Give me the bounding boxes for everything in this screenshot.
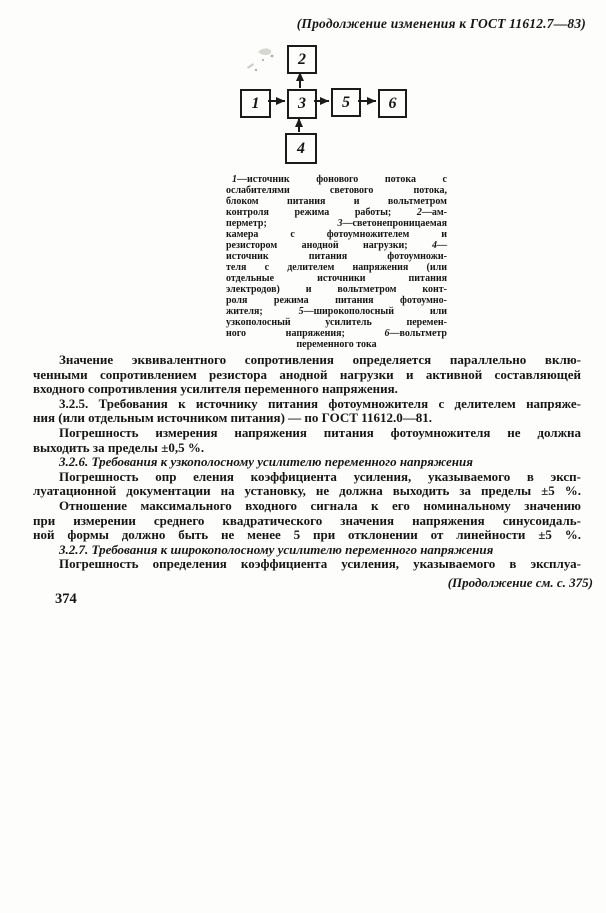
body-line-text: Погрешность измерения напряжения питания фотоумножителя не должна (59, 424, 581, 440)
caption-num: 2 (416, 207, 422, 218)
caption-line (226, 240, 447, 251)
caption-line (226, 218, 447, 229)
body-line (33, 368, 581, 383)
diagram-box-label: 5 (342, 93, 350, 111)
figure-caption (226, 174, 447, 350)
body-heading-3-2-7 (33, 543, 581, 558)
body-line (33, 397, 581, 412)
caption-text: ослабителями светового потока, (226, 185, 447, 196)
caption-line (226, 196, 447, 207)
diagram-box-label: 4 (297, 139, 305, 157)
diagram-box-label: 2 (298, 50, 306, 68)
body-heading-3-2-6 (33, 455, 581, 470)
caption-text: ного напряжения; (226, 328, 385, 339)
block-diagram (0, 40, 606, 175)
caption-line (226, 306, 447, 317)
ink-smudge (247, 48, 273, 71)
body-line-text: входного сопротивления усилителя переменного напряжения. (33, 381, 398, 397)
caption-line (226, 339, 447, 350)
diagram-box-2 (287, 45, 317, 74)
caption-num: 6 (384, 328, 390, 339)
body-line (33, 382, 581, 397)
body-line (33, 484, 581, 499)
caption-text: жителя; (226, 306, 299, 317)
body-heading-text: 3.2.6. Требования к узкополосному усилителю переменного напряжения (59, 454, 473, 470)
body-line (33, 528, 581, 543)
caption-text: узкополосный усилитель перемен- (226, 317, 447, 328)
caption-line (226, 273, 447, 284)
caption-text: роля режима питания фотоумно- (226, 295, 447, 306)
caption-line (226, 295, 447, 306)
body-line (33, 557, 581, 572)
body-line-text: 3.2.5. Требования к источнику питания фотоумножителя с делителем напряже- (59, 395, 581, 411)
body-line-text: Отношение максимального входного сигнала к его номинальному значению (59, 497, 581, 513)
caption-text: —ам- (421, 207, 447, 218)
caption-line (226, 284, 447, 295)
body-heading-text: 3.2.7. Требования к широкополосному усилителю переменного напряжения (59, 541, 494, 557)
caption-text: электродов) и вольтметром конт- (226, 284, 447, 295)
caption-text: отдельные источники питания (226, 273, 447, 284)
body-line (33, 426, 581, 441)
body-line (33, 470, 581, 485)
caption-text: —светонепроницаемая (342, 218, 447, 229)
page-number: 374 (55, 591, 77, 607)
diagram-box-label: 6 (388, 94, 397, 112)
body-text (33, 353, 581, 572)
body-line-text: Значение эквивалентного сопротивления определяется параллельно вклю- (59, 352, 581, 367)
caption-text: —широкополосный или (303, 306, 447, 317)
diagram-box-4 (285, 133, 317, 164)
body-line (33, 441, 581, 456)
body-line (33, 499, 581, 514)
caption-text: переменного тока (296, 339, 377, 350)
caption-line (226, 251, 447, 262)
caption-text: перметр; (226, 218, 338, 229)
page-header: (Продолжение изменения к ГОСТ 11612.7—83) (296, 16, 586, 31)
diagram-box-5 (331, 88, 361, 117)
body-line (33, 353, 581, 368)
diagram-box-1 (240, 89, 271, 118)
caption-num: 1 (232, 174, 237, 185)
caption-line (226, 229, 447, 240)
body-line-text: Погрешность опр еления коэффициента усиления, указываемого в эксп- (59, 468, 581, 484)
diagram-box-3 (287, 89, 317, 119)
caption-text: контроля режима работы; (226, 207, 417, 218)
caption-line (226, 262, 447, 273)
caption-num: 5 (298, 306, 304, 317)
diagram-box-6 (378, 89, 407, 118)
body-line-text: выходить за пределы ±0,5 %. (33, 439, 205, 455)
caption-line (226, 174, 447, 185)
body-line-text: ченными сопротивлением резистора анодной нагрузки и активной составляющей (33, 366, 581, 382)
caption-text: источник питания фотоумножи- (226, 251, 447, 262)
caption-text: блоком питания и вольтметром (226, 196, 447, 207)
body-line-text: ния (или отдельным источником питания) — по ГОСТ 11612.0—81. (33, 410, 432, 426)
caption-line (226, 207, 447, 218)
caption-num: 3 (337, 218, 343, 229)
caption-text: — (437, 240, 447, 251)
diagram-box-label: 3 (298, 95, 306, 112)
diagram-box-label: 1 (251, 94, 260, 112)
body-line-text: при измерении среднего квадратического значения напряжения синусоидаль- (33, 512, 581, 528)
body-line-text: ной формы должно быть не менее 5 при отклонении от линейности ±5 %. (33, 527, 581, 543)
continuation-note: (Продолжение см. с. 375) (447, 575, 593, 590)
caption-text: —источник фонового потока с (237, 174, 447, 185)
caption-line (226, 328, 447, 339)
body-line (33, 514, 581, 529)
caption-text: —вольтметр (389, 328, 447, 339)
caption-text: резистором анодной нагрузки; (226, 240, 432, 251)
body-line-text: луатационной документации на установку, не должна выходить за пределы ±5 %. (33, 483, 581, 499)
body-line (33, 411, 581, 426)
caption-text: теля с делителем напряжения (или (226, 262, 447, 273)
caption-text: камера с фотоумножителем и (226, 229, 447, 240)
caption-line (226, 317, 447, 328)
caption-num: 4 (432, 240, 437, 251)
body-line-text: Погрешность определения коэффициента усиления, указываемого в эксплуа- (59, 556, 581, 572)
caption-line (226, 185, 447, 196)
